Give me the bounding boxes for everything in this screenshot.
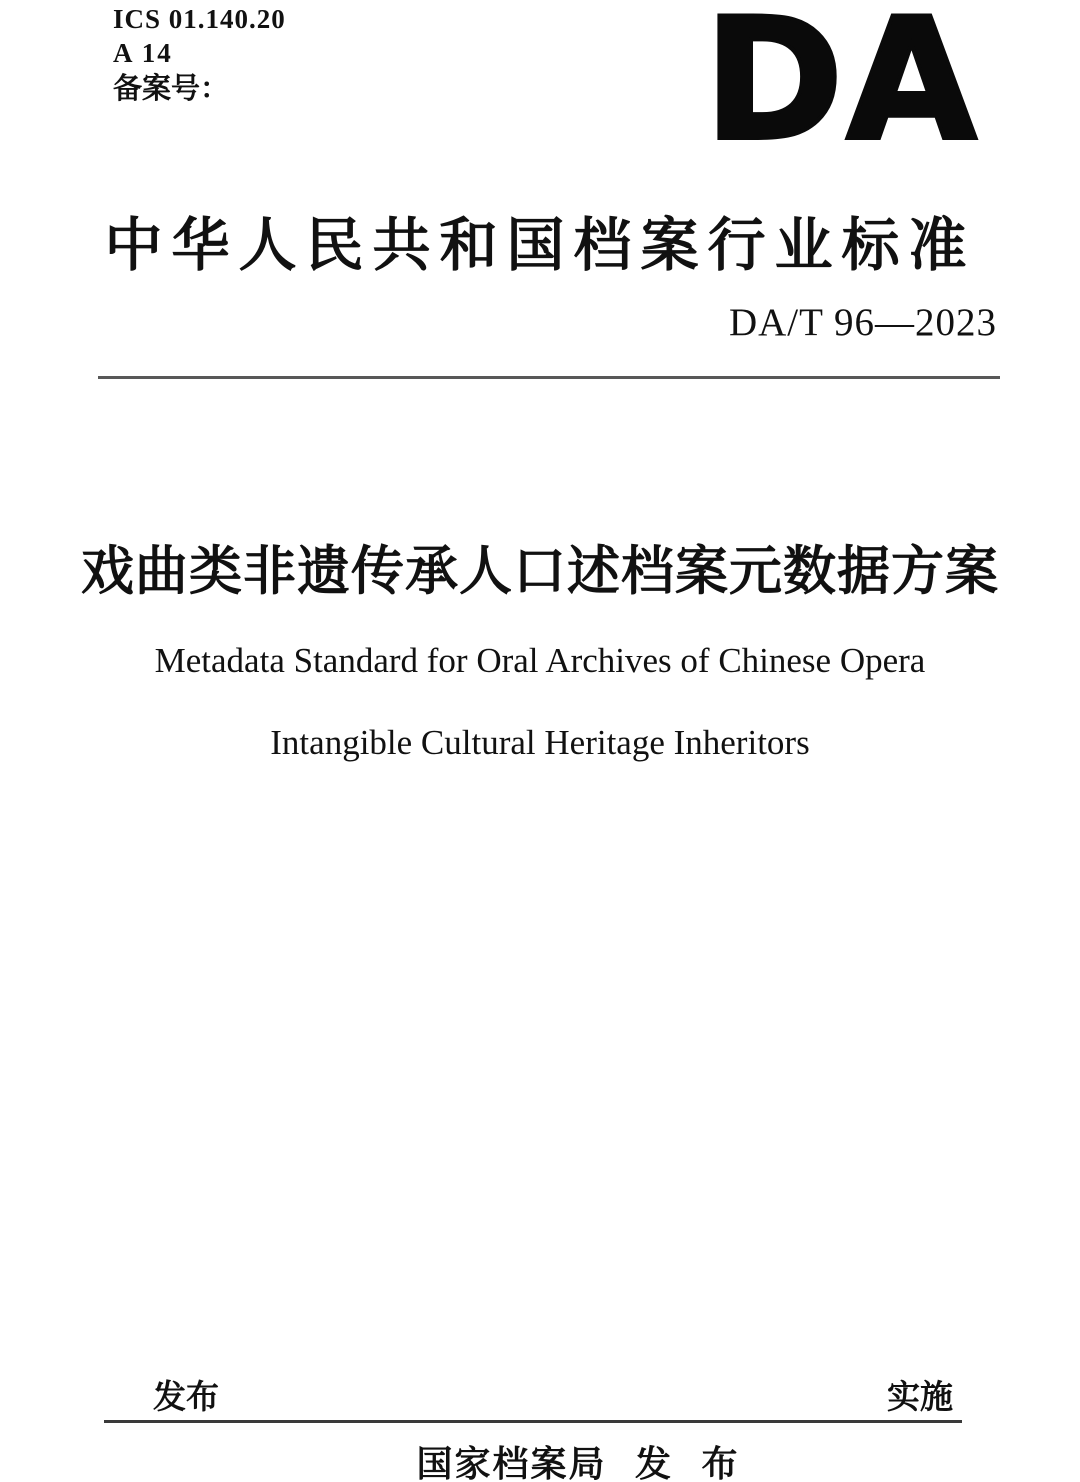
publisher-line: 国家档案局 发 布 xyxy=(416,1444,740,1482)
meta-block xyxy=(113,6,286,104)
issue-date-label: 发布 xyxy=(153,1377,219,1416)
header-divider-rule xyxy=(98,376,1000,379)
ics-code: ICS 01.140.20 xyxy=(113,4,286,34)
document-title-en-line2: Intangible Cultural Heritage Inheritors xyxy=(270,723,810,762)
record-number-label: 备案号： xyxy=(113,73,230,105)
classification-code: A 14 xyxy=(113,38,173,68)
standard-number: DA/T 96—2023 xyxy=(728,301,997,344)
standard-category-title: 中华人民共和国档案行业标准 xyxy=(104,211,976,279)
footer-divider-rule xyxy=(104,1420,962,1423)
document-title-zh: 戏曲类非遗传承人口述档案元数据方案 xyxy=(81,541,999,602)
implementation-date-label: 实施 xyxy=(887,1377,953,1416)
da-logo: DA xyxy=(704,0,980,178)
document-title-en-line1: Metadata Standard for Oral Archives of Chinese Opera xyxy=(154,641,926,680)
